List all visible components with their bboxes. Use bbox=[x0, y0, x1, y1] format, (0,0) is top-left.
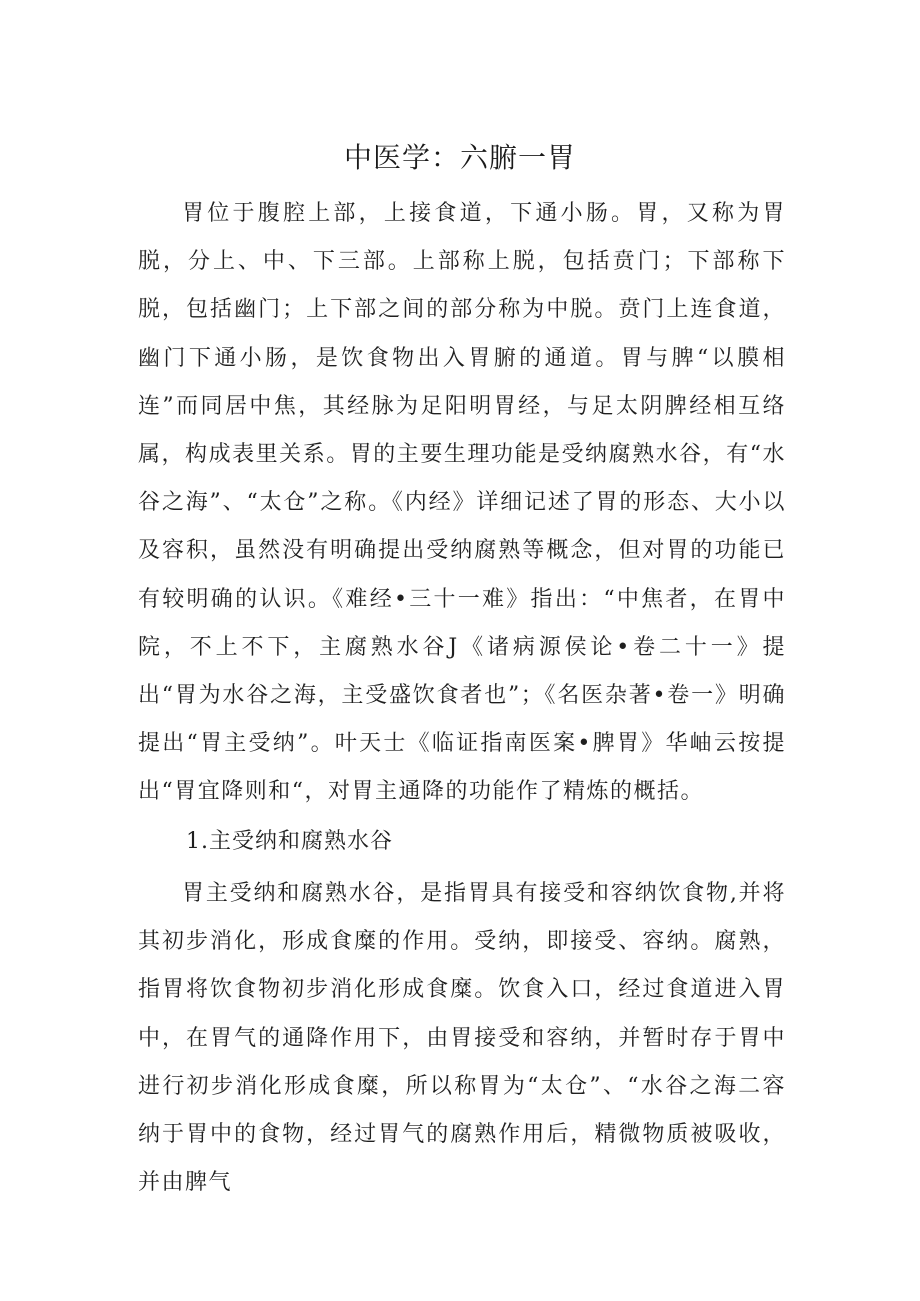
section-heading: 1.主受纳和腐熟水谷 bbox=[186, 829, 393, 854]
document-title: 中医学：六腑一胃 bbox=[343, 141, 576, 174]
paragraph-receiving-function: 胃主受纳和腐熟水谷，是指胃具有接受和容纳饮食物,并将其初步消化，形成食糜的作用。受纳，即接受、容纳。腐熟，指胃将饮食物初步消化形成食糜。饮食入口，经过食道进入胃中，在胃气的通降作用下，由胃接受和容纳，并暂时存于胃中进行初步消化形成食糜，所以称胃为“太仓”、“水谷之海二容纳于胃中的食物，经过胃气的腐熟作用后，精微物质被吸收，并由脾气 bbox=[138, 881, 786, 1196]
paragraph-stomach-overview: 胃位于腹腔上部，上接食道，下通小肠。胃，又称为胃脱，分上、中、下三部。上部称上脱，包括贲门；下部称下脱，包括幽门；上下部之间的部分称为中脱。贲门上连食道，幽门下通小肠，是饮食物出入胃腑的通道。胃与脾“以膜相连”而同居中焦，其经脉为足阳明胃经，与足太阴脾经相互络属，构成表里关系。胃的主要生理功能是受纳腐熟水谷，有“水谷之海”、“太仓”之称。《内经》详细记述了胃的形态、大小以及容积，虽然没有明确提出受纳腐熟等概念，但对胃的功能已有较明确的认识。《难经•三十一难》指出：“中焦者，在胃中院，不上不下，主腐熟水谷J《诸病源侯论•卷二十一》提出“胃为水谷之海，主受盛饮食者也”；《名医杂著•卷一》明确提出“胃主受纳”。叶天士《临证指南医案•脾胃》华岫云按提出“胃宜降则和“，对胃主通降的功能作了精炼的概括。 bbox=[138, 201, 786, 805]
